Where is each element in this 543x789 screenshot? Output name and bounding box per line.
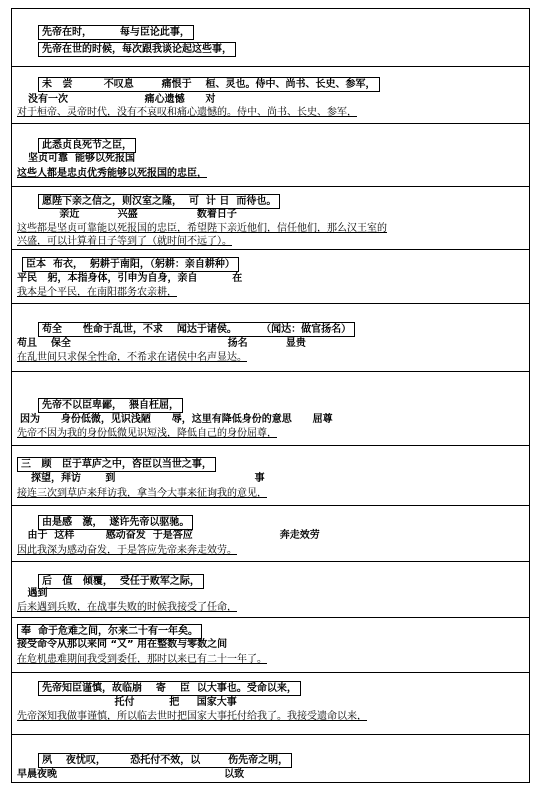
source-text: 臣本 布衣， 躬耕于南阳，（躬耕：亲自耕种） (22, 257, 239, 272)
gloss-text: 坚贞可靠 能够以死报国 (28, 153, 135, 164)
translation-text: 后来遇到兵败，在战事失败的时候我接受了任命， (17, 602, 237, 613)
translation-text: 对于桓帝、灵帝时代，没有不哀叹和痛心遗憾的。侍中、尚书、长史、参军， (17, 107, 357, 118)
source-text: 由是感 激， 遂许先帝以驱驰。 (38, 515, 193, 530)
source-text: 奉 命于危难之间，尔来二十有一年矣。 (17, 624, 202, 639)
section-13 (12, 735, 529, 784)
gloss-text: 亲近 兴盛 数着日子 (28, 209, 237, 220)
section-9 (12, 506, 529, 562)
translation-text: 因此我深为感动奋发，于是答应先帝来奔走效劳。 (17, 545, 237, 556)
translation-worksheet (11, 8, 530, 783)
gloss-text: 平民 躬，本指身体，引申为自身，亲自 在 (17, 273, 243, 284)
section-5 (12, 250, 529, 304)
section-3 (12, 124, 529, 187)
translation-text: 先帝不因为我的身份低微见识短浅，降低自己的身份屈尊， (17, 428, 277, 439)
gloss-text: 托付 把 国家大事 (17, 697, 237, 708)
source-text: 三 顾 臣于草庐之中，咨臣以当世之事， (17, 457, 216, 472)
translation-text-line-1: 这些都是坚贞可靠能以死报国的忠臣，希望陛下亲近他们，信任他们，那么汉王室的 (17, 223, 387, 234)
source-text: 先帝知臣谨慎，故临崩 寄 臣 以大事也。受命以来， (38, 681, 301, 696)
gloss-text: 苟且 保全 扬名 显贵 (17, 338, 306, 349)
source-text: 先帝不以臣卑鄙， 猥自枉屈， (38, 398, 183, 413)
source-text: 此悉贞良死节之臣， (38, 138, 136, 153)
section-6 (12, 304, 529, 372)
translation-text: 先帝深知我做事谨慎，所以临去世时把国家大事托付给我了。我接受遗命以来， (17, 711, 367, 722)
source-text: 后 值 倾覆， 受任于败军之际， (38, 574, 204, 589)
section-2 (12, 67, 529, 124)
translation-text: 我本是个平民，在南阳郡务农亲耕， (17, 287, 177, 298)
translation-text-line-2: 兴盛，可以计算着日子等到了（就时间不远了）。 (17, 236, 232, 247)
translation-text: 在危机患难期间我受到委任，那时以来已有二十一年了。 (17, 654, 267, 665)
source-text: 苟全 性命于乱世，不求 闻达于诸侯。 （闻达：做官扬名） (38, 322, 355, 337)
gloss-text: 遇到 (17, 588, 48, 599)
translation-text: 接连三次到草庐来拜访我，拿当今大事来征询我的意见， (17, 488, 267, 499)
gloss-text: 因为 身份低微，见识浅陋 辱，这里有降低身份的意思 屈尊 (20, 414, 333, 425)
source-text: 愿陛下亲之信之，则汉室之隆， 可 计 日 而待也。 (38, 194, 280, 209)
source-text: 先帝在时， 每与臣论此事， (38, 25, 194, 40)
section-1 (12, 9, 529, 67)
section-7 (12, 372, 529, 446)
section-12 (12, 673, 529, 735)
gloss-text: 探望，拜访 到 事 (24, 473, 265, 484)
gloss-text: 早晨夜晚 以致 (17, 769, 245, 780)
translation-text: 先帝在世的时候，每次跟我谈论起这些事， (38, 42, 236, 57)
section-8 (12, 446, 529, 506)
source-text: 夙 夜忧叹， 恐托付不效，以 伤先帝之明， (38, 753, 292, 768)
section-4 (12, 187, 529, 250)
gloss-text: 由于 这样 感动奋发 于是答应 奔走效劳 (17, 530, 320, 541)
translation-text: 这些人都是忠贞优秀能够以死报国的忠臣， (17, 168, 207, 179)
gloss-text: 接受命令从那以来同 “又” 用在整数与零数之间 (17, 639, 228, 650)
section-10 (12, 562, 529, 618)
source-text: 未 尝 不叹息 痛恨于 桓、灵也。侍中、尚书、长史、参军， (38, 77, 380, 92)
translation-text: 在乱世间只求保全性命，不希求在诸侯中名声显达。 (17, 352, 247, 363)
section-11 (12, 618, 529, 673)
gloss-text: 没有一次 痛心遗憾 对 (28, 94, 216, 105)
